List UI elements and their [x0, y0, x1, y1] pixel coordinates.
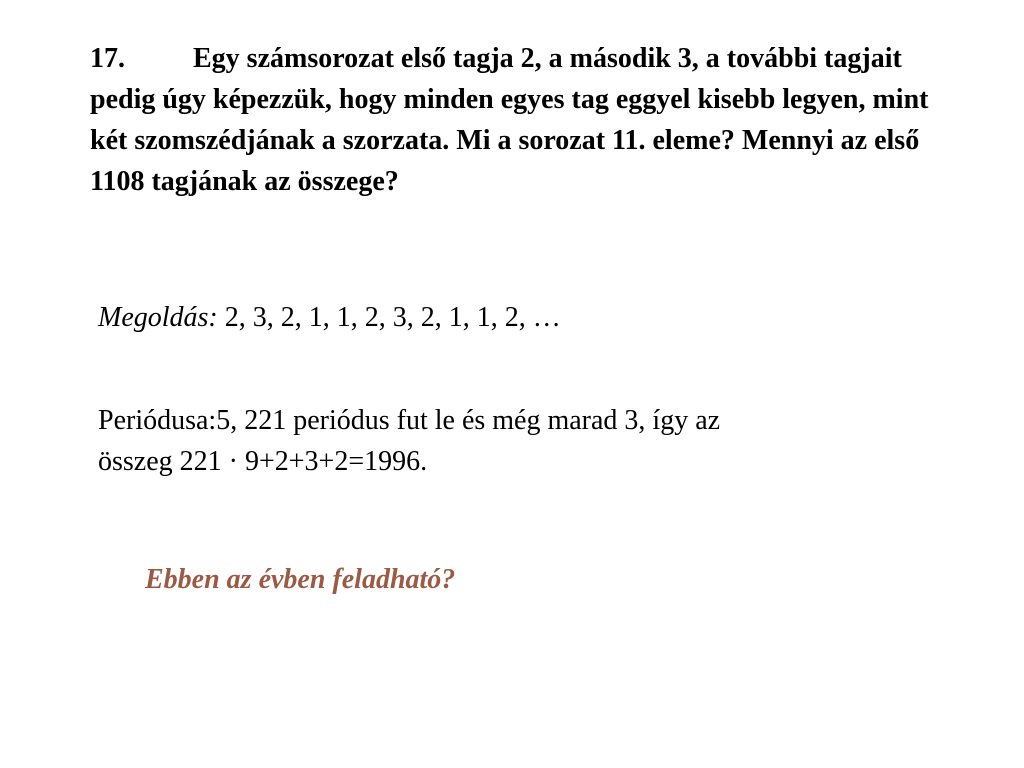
- solution-line: [98, 298, 561, 338]
- period-explanation: [98, 400, 978, 482]
- period-line-1: Periódusa:5, 221 periódus fut le és még marad 3, így az: [98, 405, 721, 436]
- solution-label: Megoldás:: [98, 302, 218, 333]
- problem-statement: [90, 38, 970, 202]
- solution-sequence: 2, 3, 2, 1, 1, 2, 3, 2, 1, 1, 2, …: [217, 302, 561, 333]
- problem-text: Egy számsorozat első tagja 2, a második 3, a további tagjait pedig úgy képezzük, hogy minden egyes tag eggyel kisebb legyen, mint két szomszédjának a szorzata. Mi a sorozat 11. eleme? Mennyi az első 1108 tagjának az összege?: [90, 43, 929, 197]
- follow-up-question: Ebben az évben feladható?: [145, 564, 456, 595]
- period-line-2: összeg 221 · 9+2+3+2=1996.: [98, 446, 428, 477]
- problem-number: 17.: [90, 43, 125, 74]
